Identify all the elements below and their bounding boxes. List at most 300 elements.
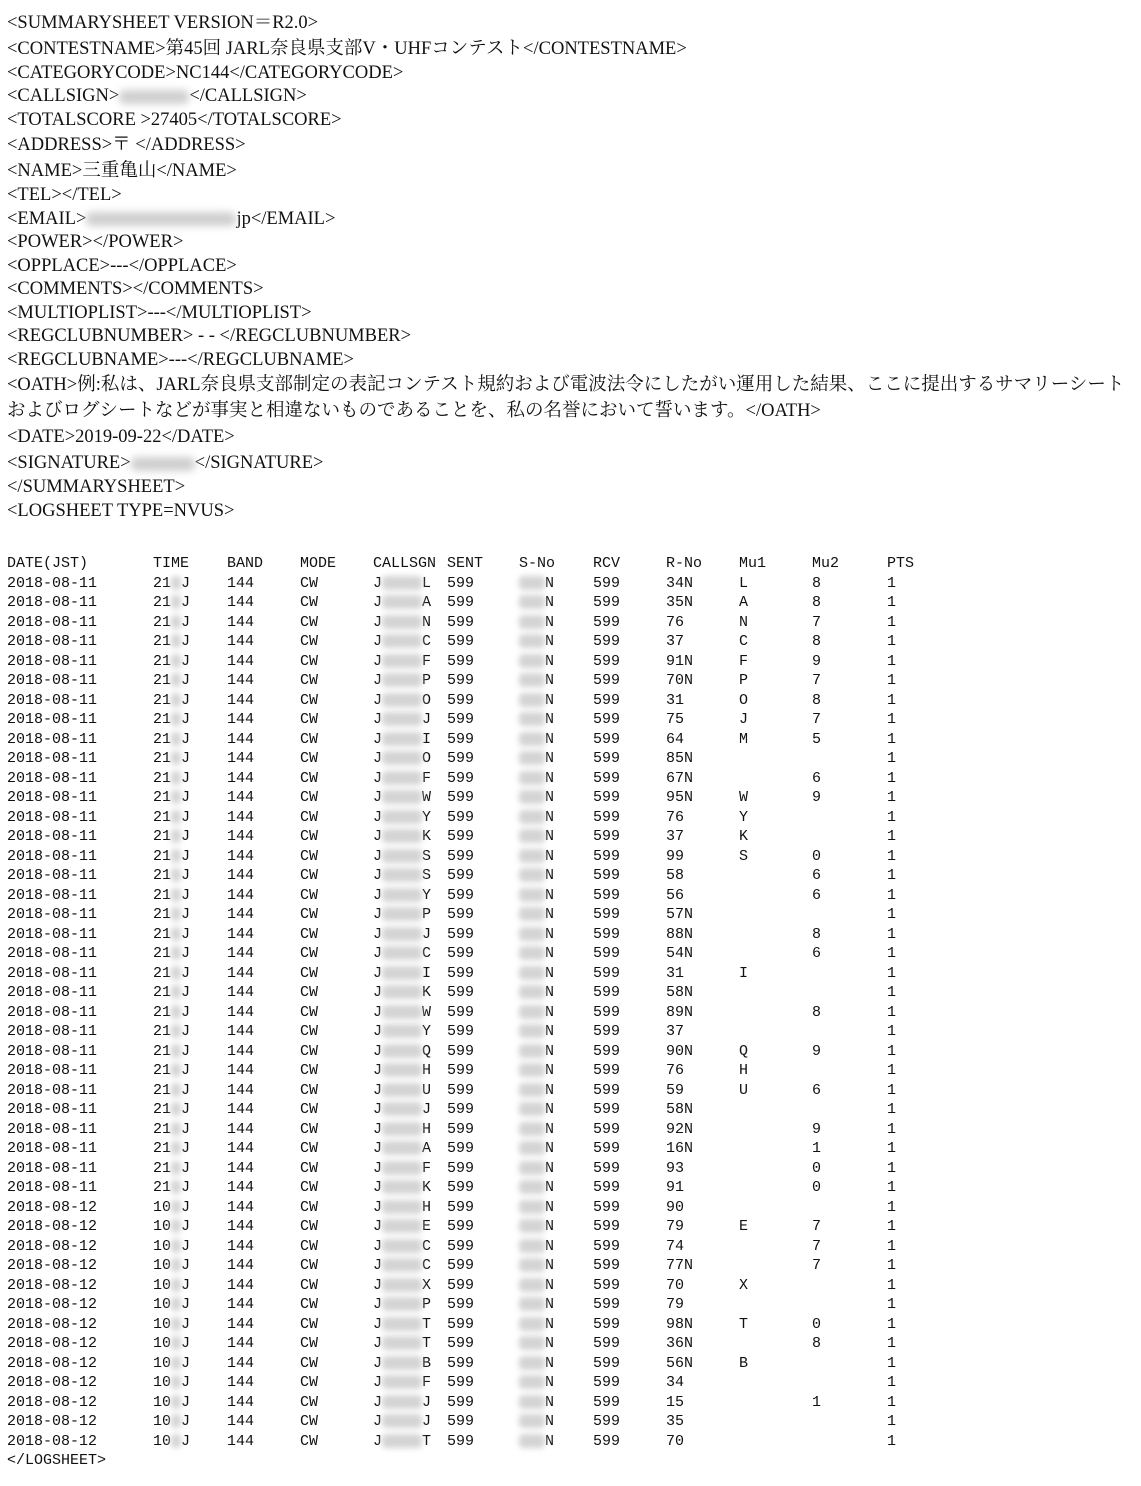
log-mu2: 6 [812,867,822,884]
log-band: 144 [227,769,255,787]
redacted-s-no [519,829,545,843]
log-sent: 599 [447,1296,475,1313]
redacted-s-no [519,1434,545,1448]
log-rcv: 599 [593,984,621,1001]
log-mu1: M [739,730,749,748]
redacted-time [171,1239,181,1253]
redacted-s-no [519,1278,545,1292]
log-row [7,1295,1137,1315]
log-mu1: H [739,1062,749,1079]
log-time: 10 J [153,1296,191,1313]
log-date: 2018-08-11 [7,925,98,943]
log-pts: 1 [887,828,897,845]
redacted-s-no [519,1122,545,1136]
log-band: 144 [227,574,255,592]
log-pts: 1 [887,808,897,826]
log-s-no: N [519,730,554,750]
log-callsign: J T [373,1432,432,1450]
log-callsign: J K [373,984,432,1001]
log-row [7,1373,1137,1393]
log-mode: CW [300,594,319,611]
log-s-no: N [519,983,554,1003]
log-s-no: N [519,1237,554,1257]
log-pts: 1 [887,1042,897,1060]
log-rcv: 599 [593,1374,621,1391]
log-pts: 1 [887,1354,897,1372]
redacted-callsign [382,1063,422,1077]
log-sheet-table [7,554,1137,1451]
redacted-s-no [519,927,545,941]
log-pts: 1 [887,652,897,670]
log-mu1: I [739,964,749,982]
log-mu2: 9 [812,1042,822,1060]
log-pts: 1 [887,1218,897,1235]
log-row [7,749,1137,769]
redacted-callsign [382,1141,422,1155]
log-sent: 599 [447,789,475,806]
log-s-no: N [519,1412,554,1432]
log-rcv: 599 [593,1198,621,1216]
log-pts: 1 [887,1179,897,1196]
log-rcv: 599 [593,1393,621,1411]
header-band: BAND [227,555,264,572]
log-mode: CW [300,1432,319,1450]
redacted-callsign [382,1395,422,1409]
log-sent: 599 [447,594,475,611]
log-mode: CW [300,652,319,670]
redacted-callsign [382,1414,422,1428]
log-date: 2018-08-12 [7,1296,98,1313]
log-band: 144 [227,1257,255,1274]
log-mode: CW [300,984,319,1001]
redacted-time [171,907,181,921]
redacted-callsign [382,1375,422,1389]
log-callsign: J K [373,1179,432,1196]
log-time: 21 J [153,613,191,631]
log-rcv: 599 [593,945,621,962]
log-band: 144 [227,1120,255,1138]
log-mode: CW [300,1276,319,1294]
log-mu1: B [739,1354,749,1372]
redacted-callsign [382,673,422,687]
log-sent: 599 [447,1237,475,1255]
log-mode: CW [300,1315,319,1333]
log-mode: CW [300,886,319,904]
log-row [7,574,1137,594]
log-r-no: 37 [666,828,685,845]
log-s-no: N [519,769,554,789]
log-mu1: S [739,847,749,865]
signature-close-tag: </SIGNATURE> [194,453,324,473]
log-r-no: 90N [666,1042,694,1060]
log-band: 144 [227,633,255,650]
header-time: TIME [153,555,190,572]
log-r-no: 98N [666,1315,694,1333]
log-date: 2018-08-11 [7,730,98,748]
log-pts: 1 [887,1335,897,1352]
log-s-no: N [519,1217,554,1237]
log-s-no: N [519,1003,554,1023]
redacted-s-no [519,1200,545,1214]
log-date: 2018-08-11 [7,847,98,865]
log-pts: 1 [887,906,897,923]
log-time: 21 J [153,1023,191,1040]
log-rcv: 599 [593,1023,621,1040]
log-band: 144 [227,1393,255,1411]
log-callsign: J O [373,691,432,709]
log-s-no: N [519,1354,554,1374]
log-callsign: J X [373,1276,432,1294]
redacted-s-no [519,771,545,785]
log-mode: CW [300,1237,319,1255]
log-callsign: J C [373,633,432,650]
log-row [7,1412,1137,1432]
log-band: 144 [227,1062,255,1079]
log-mode: CW [300,730,319,748]
log-s-no: N [519,925,554,945]
redacted-time [171,1395,181,1409]
log-date: 2018-08-12 [7,1276,98,1294]
log-mu2: 0 [812,847,822,865]
log-sent: 599 [447,633,475,650]
log-r-no: 35N [666,594,694,611]
log-band: 144 [227,1335,255,1352]
log-pts: 1 [887,1062,897,1079]
redacted-time [171,1219,181,1233]
summary-end-tag: </SUMMARYSHEET> [7,477,186,497]
log-r-no: 56N [666,1354,694,1372]
log-band: 144 [227,652,255,670]
redacted-time [171,1161,181,1175]
log-mode: CW [300,1081,319,1099]
redacted-time [171,751,181,765]
log-date: 2018-08-11 [7,1003,98,1021]
log-r-no: 95N [666,789,694,806]
log-time: 21 J [153,1120,191,1138]
redacted-time [171,985,181,999]
log-callsign: J F [373,652,432,670]
log-band: 144 [227,808,255,826]
log-row [7,1022,1137,1042]
log-row [7,1178,1137,1198]
log-pts: 1 [887,1140,897,1157]
log-sent: 599 [447,1023,475,1040]
redacted-s-no [519,1239,545,1253]
log-time: 21 J [153,769,191,787]
log-row [7,788,1137,808]
log-pts: 1 [887,574,897,592]
redacted-s-no [519,849,545,863]
log-pts: 1 [887,886,897,904]
log-s-no: N [519,886,554,906]
log-time: 21 J [153,828,191,845]
log-date: 2018-08-11 [7,886,98,904]
log-s-no: N [519,613,554,633]
log-sent: 599 [447,750,475,767]
log-mu2: 7 [812,613,822,631]
redacted-callsign [382,1239,422,1253]
redacted-time [171,946,181,960]
log-mode: CW [300,1354,319,1372]
log-mode: CW [300,1003,319,1021]
log-rcv: 599 [593,691,621,709]
log-time: 21 J [153,789,191,806]
log-date: 2018-08-11 [7,828,98,845]
log-s-no: N [519,1100,554,1120]
redacted-s-no [519,1356,545,1370]
log-s-no: N [519,1159,554,1179]
log-callsign: J I [373,730,432,748]
log-mu2: 9 [812,1120,822,1138]
redacted-s-no [519,907,545,921]
log-date: 2018-08-11 [7,711,98,728]
log-r-no: 76 [666,1062,685,1079]
redacted-time [171,849,181,863]
log-band: 144 [227,1315,255,1333]
log-time: 21 J [153,594,191,611]
redacted-s-no [519,732,545,746]
log-band: 144 [227,1179,255,1196]
log-r-no: 70N [666,672,694,689]
log-mode: CW [300,1198,319,1216]
log-r-no: 79 [666,1218,685,1235]
log-mu1: L [739,574,749,592]
log-time: 10 J [153,1393,191,1411]
log-row [7,905,1137,925]
log-row [7,925,1137,945]
log-date: 2018-08-11 [7,867,98,884]
redacted-s-no [519,595,545,609]
log-callsign: J H [373,1062,432,1079]
log-s-no: N [519,652,554,672]
redacted-time [171,732,181,746]
log-time: 10 J [153,1432,191,1450]
log-date: 2018-08-11 [7,613,98,631]
log-sent: 599 [447,1276,475,1294]
log-band: 144 [227,906,255,923]
log-pts: 1 [887,1432,897,1450]
log-time: 21 J [153,1159,191,1177]
log-rcv: 599 [593,847,621,865]
log-date: 2018-08-12 [7,1374,98,1391]
log-time: 10 J [153,1198,191,1216]
redacted-s-no [519,985,545,999]
comments-line: <COMMENTS></COMMENTS> [7,279,264,299]
log-callsign: J Y [373,1023,432,1040]
log-rcv: 599 [593,1257,621,1274]
log-mode: CW [300,613,319,631]
log-time: 21 J [153,1081,191,1099]
log-mode: CW [300,672,319,689]
redacted-time [171,1063,181,1077]
log-band: 144 [227,867,255,884]
log-mu2: 7 [812,1257,822,1274]
log-s-no: N [519,671,554,691]
redacted-s-no [519,966,545,980]
log-mode: CW [300,1042,319,1060]
log-date: 2018-08-12 [7,1354,98,1372]
redacted-time [171,1200,181,1214]
redacted-s-no [519,1063,545,1077]
log-mode: CW [300,1023,319,1040]
log-rcv: 599 [593,1276,621,1294]
log-sent: 599 [447,613,475,631]
log-time: 21 J [153,964,191,982]
log-band: 144 [227,1276,255,1294]
log-rcv: 599 [593,886,621,904]
log-callsign: J I [373,964,432,982]
redacted-callsign [382,1434,422,1448]
log-mu2: 5 [812,730,822,748]
log-row [7,1081,1137,1101]
log-date: 2018-08-12 [7,1237,98,1255]
log-sent: 599 [447,1062,475,1079]
log-date: 2018-08-11 [7,808,98,826]
log-r-no: 77N [666,1257,694,1274]
log-callsign: J Q [373,1042,432,1060]
redacted-time [171,1375,181,1389]
redacted-callsign [382,1317,422,1331]
log-band: 144 [227,1374,255,1391]
log-pts: 1 [887,867,897,884]
log-callsign: J H [373,1198,432,1216]
log-sent: 599 [447,925,475,943]
log-sent: 599 [447,1198,475,1216]
log-mu2: 8 [812,1003,822,1021]
log-sent: 599 [447,672,475,689]
log-sent: 599 [447,964,475,982]
redacted-time [171,1044,181,1058]
log-r-no: 31 [666,964,685,982]
log-mode: CW [300,808,319,826]
oath-text: <OATH>例:私は、JARL奈良県支部制定の表記コンテスト規約および電波法令にしたがい運用した結果、ここに提出するサマリーシートおよびログシートなどが事実と相違ないものであることを、私の名誉において誓います。</OATH> [7,375,1125,421]
log-r-no: 91N [666,652,694,670]
log-callsign: J O [373,750,432,767]
log-rcv: 599 [593,750,621,767]
redacted-time [171,790,181,804]
log-date: 2018-08-12 [7,1315,98,1333]
log-pts: 1 [887,984,897,1001]
log-sent: 599 [447,1042,475,1060]
log-pts: 1 [887,594,897,611]
redacted-callsign [382,1258,422,1272]
redacted-callsign [382,985,422,999]
log-time: 21 J [153,574,191,592]
summary-version-line: <SUMMARYSHEET VERSION＝R2.0> [7,13,319,33]
redacted-s-no [519,790,545,804]
log-callsign: J L [373,574,432,592]
redacted-time [171,1083,181,1097]
log-time: 21 J [153,886,191,904]
log-band: 144 [227,1218,255,1235]
log-r-no: 93 [666,1159,685,1177]
redacted-callsign [382,1102,422,1116]
log-rcv: 599 [593,574,621,592]
log-sent: 599 [447,574,475,592]
log-s-no: N [519,1061,554,1081]
log-mu1: C [739,633,749,650]
log-band: 144 [227,1081,255,1099]
log-mode: CW [300,711,319,728]
log-mode: CW [300,1140,319,1157]
log-s-no: N [519,1256,554,1276]
redacted-signature [131,457,195,471]
log-sent: 599 [447,1335,475,1352]
log-r-no: 76 [666,808,685,826]
log-pts: 1 [887,1315,897,1333]
redacted-callsign [382,1336,422,1350]
log-time: 10 J [153,1335,191,1352]
log-time: 21 J [153,1003,191,1021]
redacted-time [171,868,181,882]
log-band: 144 [227,1413,255,1430]
log-row [7,1198,1137,1218]
log-pts: 1 [887,1257,897,1274]
log-rcv: 599 [593,633,621,650]
redacted-time [171,1024,181,1038]
log-pts: 1 [887,672,897,689]
log-rcv: 599 [593,789,621,806]
redacted-callsign [382,810,422,824]
redacted-time [171,1414,181,1428]
redacted-time [171,1356,181,1370]
log-callsign: J P [373,672,432,689]
redacted-s-no [519,1024,545,1038]
log-rcv: 599 [593,711,621,728]
redacted-s-no [519,751,545,765]
log-time: 21 J [153,652,191,670]
log-date: 2018-08-11 [7,1062,98,1079]
redacted-s-no [519,888,545,902]
log-row [7,1237,1137,1257]
log-date: 2018-08-11 [7,789,98,806]
log-mu1: A [739,594,749,611]
signature-open-tag: <SIGNATURE> [7,453,131,473]
log-callsign: J J [373,925,432,943]
log-date: 2018-08-12 [7,1335,98,1352]
log-date: 2018-08-11 [7,945,98,962]
log-band: 144 [227,1354,255,1372]
redacted-s-no [519,712,545,726]
log-r-no: 67N [666,769,694,787]
log-mu1: F [739,652,749,670]
log-time: 10 J [153,1276,191,1294]
log-s-no: N [519,574,554,594]
log-rcv: 599 [593,1179,621,1196]
log-r-no: 58N [666,1101,694,1118]
redacted-callsign [382,829,422,843]
log-sent: 599 [447,730,475,748]
log-r-no: 34N [666,574,694,592]
header-pts: PTS [887,555,915,572]
log-r-no: 89N [666,1003,694,1021]
redacted-s-no [519,634,545,648]
log-sent: 599 [447,886,475,904]
log-callsign: J U [373,1081,432,1099]
log-header-row [7,554,1137,574]
redacted-time [171,1336,181,1350]
log-s-no: N [519,1373,554,1393]
redacted-time [171,829,181,843]
power-line: <POWER></POWER> [7,232,184,252]
log-band: 144 [227,594,255,611]
log-mode: CW [300,1179,319,1196]
log-mode: CW [300,964,319,982]
log-date: 2018-08-11 [7,984,98,1001]
log-band: 144 [227,672,255,689]
log-mu1: X [739,1276,749,1294]
redacted-s-no [519,1161,545,1175]
